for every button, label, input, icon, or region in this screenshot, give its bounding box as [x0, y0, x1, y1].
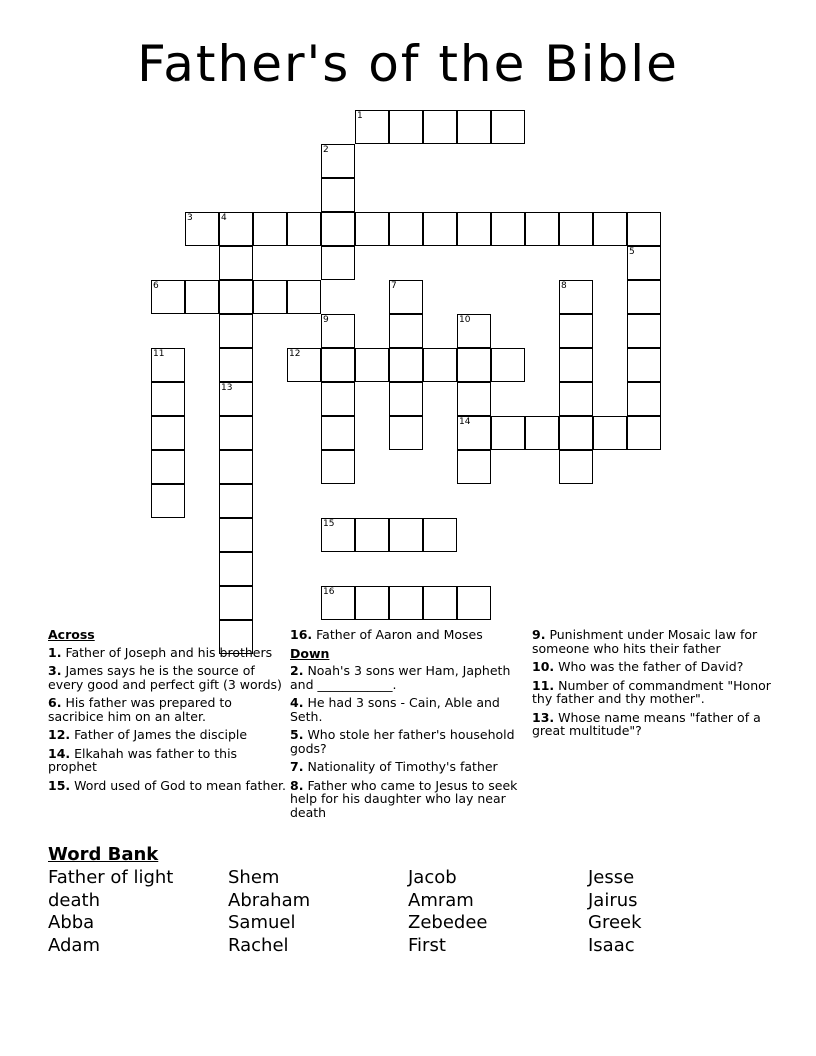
grid-cell[interactable]	[491, 212, 525, 246]
puzzle-title: Father's of the Bible	[137, 35, 679, 93]
grid-cell[interactable]	[219, 484, 253, 518]
word-bank-word: Jairus	[588, 890, 638, 911]
grid-cell[interactable]	[627, 314, 661, 348]
clue-down-7: 7. Nationality of Timothy's father	[290, 759, 498, 774]
grid-cell[interactable]	[287, 212, 321, 246]
grid-cell[interactable]	[627, 416, 661, 450]
clues-column-2	[290, 628, 530, 824]
grid-cell[interactable]	[559, 314, 593, 348]
grid-cell[interactable]	[355, 110, 389, 144]
grid-cell[interactable]	[423, 212, 457, 246]
down-heading: Down	[290, 645, 330, 661]
grid-cell[interactable]	[151, 484, 185, 518]
grid-cell[interactable]	[559, 382, 593, 416]
grid-cell[interactable]	[389, 586, 423, 620]
word-bank-word: First	[408, 935, 446, 956]
grid-cell[interactable]	[559, 212, 593, 246]
cell-number: 2	[323, 145, 329, 155]
grid-cell[interactable]	[287, 348, 321, 382]
grid-cell[interactable]	[321, 314, 355, 348]
grid-cell[interactable]	[389, 280, 423, 314]
clues-column-3	[532, 628, 772, 743]
grid-cell[interactable]	[219, 382, 253, 416]
word-bank-word: Father of light	[48, 867, 174, 888]
grid-cell[interactable]	[355, 586, 389, 620]
grid-cell[interactable]	[321, 416, 355, 450]
grid-cell[interactable]	[389, 110, 423, 144]
cell-number: 6	[153, 281, 159, 291]
grid-cell[interactable]	[287, 280, 321, 314]
clue-down-5: 5. Who stole her father's household gods?	[290, 727, 515, 756]
grid-cell[interactable]	[627, 212, 661, 246]
cell-number: 15	[323, 519, 335, 529]
grid-cell[interactable]	[457, 348, 491, 382]
grid-cell[interactable]	[457, 314, 491, 348]
cell-number: 5	[629, 247, 635, 257]
grid-cell[interactable]	[355, 348, 389, 382]
word-bank-word: Jacob	[408, 867, 457, 888]
clue-down-4: 4. He had 3 sons - Cain, Able and Seth.	[290, 695, 500, 724]
word-bank-word: Shem	[228, 867, 280, 888]
grid-cell[interactable]	[219, 348, 253, 382]
cell-number: 1	[357, 111, 363, 121]
grid-cell[interactable]	[627, 246, 661, 280]
grid-cell[interactable]	[219, 246, 253, 280]
grid-cell[interactable]	[457, 450, 491, 484]
grid-cell[interactable]	[389, 314, 423, 348]
clue-down-11: 11. Number of commandment "Honor thy father and thy mother".	[532, 677, 771, 706]
grid-cell[interactable]	[321, 382, 355, 416]
clue-across-15: 15. Word used of God to mean father.	[48, 777, 287, 793]
across-heading: Across	[48, 627, 95, 642]
word-bank-word: Zebedee	[408, 912, 488, 933]
grid-cell[interactable]	[627, 382, 661, 416]
grid-cell[interactable]	[219, 280, 253, 314]
grid-cell[interactable]	[219, 586, 253, 620]
clue-down-8: 8. Father who came to Jesus to seek help for his daughter who lay near death	[290, 777, 518, 820]
grid-cell[interactable]	[389, 416, 423, 450]
word-bank-word: death	[48, 890, 100, 911]
cell-number: 9	[323, 315, 329, 325]
grid-cell[interactable]	[219, 518, 253, 552]
grid-cell[interactable]	[389, 518, 423, 552]
clue-across-14: 14. Elkahah was father to this prophet	[48, 745, 238, 774]
grid-cell[interactable]	[491, 416, 525, 450]
cell-number: 8	[561, 281, 567, 291]
grid-cell[interactable]	[627, 280, 661, 314]
grid-cell[interactable]	[219, 212, 253, 246]
grid-cell[interactable]	[423, 348, 457, 382]
grid-cell[interactable]	[423, 586, 457, 620]
grid-cell[interactable]	[423, 110, 457, 144]
grid-cell[interactable]	[151, 450, 185, 484]
grid-cell[interactable]	[525, 416, 559, 450]
grid-cell[interactable]	[219, 552, 253, 586]
word-bank-word: Adam	[48, 935, 100, 956]
clue-down-10: 10. Who was the father of David?	[532, 659, 744, 674]
grid-cell[interactable]	[219, 450, 253, 484]
cell-number: 7	[391, 281, 397, 291]
grid-cell[interactable]	[321, 178, 355, 212]
grid-cell[interactable]	[355, 518, 389, 552]
clues-column-1	[48, 628, 288, 797]
grid-cell[interactable]	[185, 280, 219, 314]
grid-cell[interactable]	[559, 348, 593, 382]
grid-cell[interactable]	[559, 450, 593, 484]
grid-cell[interactable]	[389, 348, 423, 382]
clue-across-1: 1. Father of Joseph and his brothers	[48, 644, 273, 660]
word-bank-word: Abraham	[228, 890, 311, 911]
grid-cell[interactable]	[389, 212, 423, 246]
grid-cell[interactable]	[559, 280, 593, 314]
word-bank-word: Jesse	[588, 867, 635, 888]
clue-across-16: 16. Father of Aaron and Moses	[290, 627, 483, 642]
grid-cell[interactable]	[321, 246, 355, 280]
grid-cell[interactable]	[423, 518, 457, 552]
grid-cell[interactable]	[151, 382, 185, 416]
clue-down-13: 13. Whose name means "father of a great multitude"?	[532, 709, 761, 738]
cell-number: 13	[221, 383, 233, 393]
grid-cell[interactable]	[151, 348, 185, 382]
grid-cell[interactable]	[457, 110, 491, 144]
cell-number: 14	[459, 417, 471, 427]
cell-number: 11	[153, 349, 165, 359]
grid-cell[interactable]	[253, 280, 287, 314]
grid-cell[interactable]	[525, 212, 559, 246]
grid-cell[interactable]	[253, 212, 287, 246]
grid-cell[interactable]	[457, 586, 491, 620]
grid-cell[interactable]	[321, 212, 355, 246]
cell-number: 10	[459, 315, 471, 325]
word-bank-word: Samuel	[228, 912, 296, 933]
grid-cell[interactable]	[593, 212, 627, 246]
grid-cell[interactable]	[321, 144, 355, 178]
word-bank-word: Abba	[48, 912, 95, 933]
grid-cell[interactable]	[219, 416, 253, 450]
grid-cell[interactable]	[219, 314, 253, 348]
grid-cell[interactable]	[321, 586, 355, 620]
grid-cell[interactable]	[389, 382, 423, 416]
grid-cell[interactable]	[151, 280, 185, 314]
clue-across-6: 6. His father was prepared to sacribice him on an alter.	[48, 695, 232, 724]
grid-cell[interactable]	[321, 450, 355, 484]
cell-number: 16	[323, 587, 335, 597]
clue-across-12: 12. Father of James the disciple	[48, 727, 248, 742]
grid-cell[interactable]	[627, 348, 661, 382]
grid-cell[interactable]	[457, 212, 491, 246]
word-bank-word: Amram	[408, 890, 474, 911]
grid-cell[interactable]	[491, 348, 525, 382]
clue-down-2: 2. Noah's 3 sons wer Ham, Japheth and ____________.	[290, 663, 511, 692]
clue-down-9: 9. Punishment under Mosaic law for someone who hits their father	[532, 627, 758, 656]
grid-cell[interactable]	[321, 518, 355, 552]
cell-number: 3	[187, 213, 193, 223]
grid-cell[interactable]	[355, 212, 389, 246]
cell-number: 12	[289, 349, 301, 359]
grid-cell[interactable]	[151, 416, 185, 450]
clue-across-3: 3. James says he is the source of every good and perfect gift (3 words)	[48, 663, 282, 692]
word-bank-word: Rachel	[228, 935, 289, 956]
word-bank-word: Greek	[588, 912, 642, 933]
grid-cell[interactable]	[593, 416, 627, 450]
grid-cell[interactable]	[457, 382, 491, 416]
word-bank-title: Word Bank	[48, 844, 159, 865]
grid-cell[interactable]	[559, 416, 593, 450]
grid-cell[interactable]	[185, 212, 219, 246]
cell-number: 4	[221, 213, 227, 223]
grid-cell[interactable]	[491, 110, 525, 144]
grid-cell[interactable]	[321, 348, 355, 382]
grid-cell[interactable]	[457, 416, 491, 450]
word-bank-word: Isaac	[588, 935, 635, 956]
